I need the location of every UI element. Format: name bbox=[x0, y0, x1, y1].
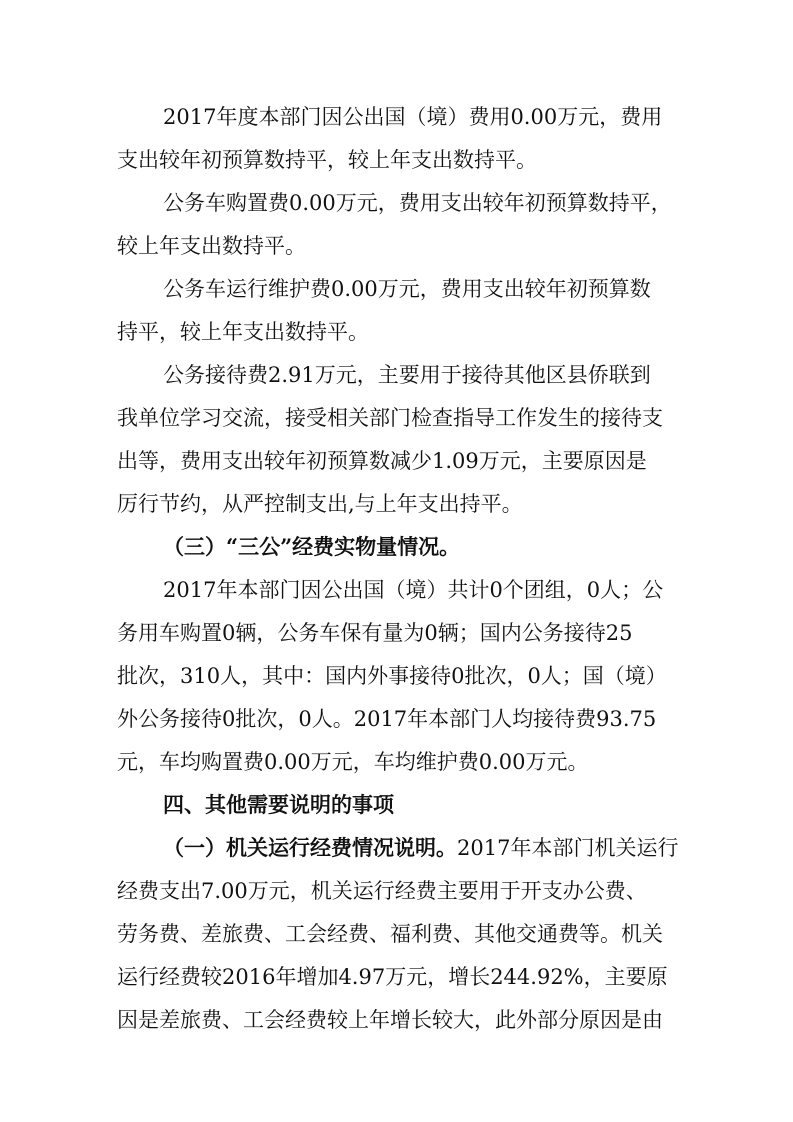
paragraph-5-line-2: 务用车购置0辆，公务车保有量为0辆；国内公务接待25 bbox=[117, 621, 633, 645]
paragraph-6-lead-text: 2017年本部门机关运行 bbox=[457, 836, 679, 860]
paragraph-6-line-4: 运行经费较2016年增加4.97万元，增长244.92%，主要原 bbox=[117, 965, 668, 989]
paragraph-1-line-2: 支出较年初预算数持平，较上年支出数持平。 bbox=[117, 148, 537, 172]
section-heading-3: （三）“三公”经费实物量情况。 bbox=[163, 534, 461, 559]
paragraph-4-line-2: 我单位学习交流，接受相关部门检查指导工作发生的接待支 bbox=[117, 406, 663, 430]
paragraph-6-line-1 bbox=[0, 833, 793, 863]
paragraph-5-line-4: 外公务接待0批次，0人。2017年本部门人均接待费93.75 bbox=[117, 707, 657, 731]
paragraph-6-line-2: 经费支出7.00万元，机关运行经费主要用于开支办公费、 bbox=[117, 879, 647, 903]
paragraph-4-line-3: 出等，费用支出较年初预算数减少1.09万元，主要原因是 bbox=[117, 449, 647, 473]
paragraph-3-line-2: 持平，较上年支出数持平。 bbox=[117, 320, 369, 344]
paragraph-4-line-4: 厉行节约，从严控制支出,与上年支出持平。 bbox=[117, 492, 523, 516]
subsection-heading-1: （一）机关运行经费情况说明。 bbox=[163, 835, 457, 860]
paragraph-6-line-3: 劳务费、差旅费、工会经费、福利费、其他交通费等。机关 bbox=[117, 922, 663, 946]
paragraph-6-line-5: 因是差旅费、工会经费较上年增长较大，此外部分原因是由 bbox=[117, 1008, 663, 1032]
paragraph-1-line-1: 2017年度本部门因公出国（境）费用0.00万元，费用 bbox=[163, 105, 663, 129]
section-heading-4: 四、其他需要说明的事项 bbox=[163, 792, 394, 817]
paragraph-3-line-1: 公务车运行维护费0.00万元，费用支出较年初预算数 bbox=[163, 277, 651, 301]
paragraph-5-line-3: 批次，310人，其中：国内外事接待0批次，0人；国（境） bbox=[117, 664, 667, 688]
paragraph-5-line-5: 元，车均购置费0.00万元，车均维护费0.00万元。 bbox=[117, 750, 589, 774]
paragraph-5-line-1: 2017年本部门因公出国（境）共计0个团组，0人；公 bbox=[163, 578, 664, 602]
paragraph-4-line-1: 公务接待费2.91万元，主要用于接待其他区县侨联到 bbox=[163, 363, 651, 387]
paragraph-2-line-2: 较上年支出数持平。 bbox=[117, 234, 306, 258]
paragraph-2-line-1: 公务车购置费0.00万元，费用支出较年初预算数持平， bbox=[163, 191, 672, 215]
